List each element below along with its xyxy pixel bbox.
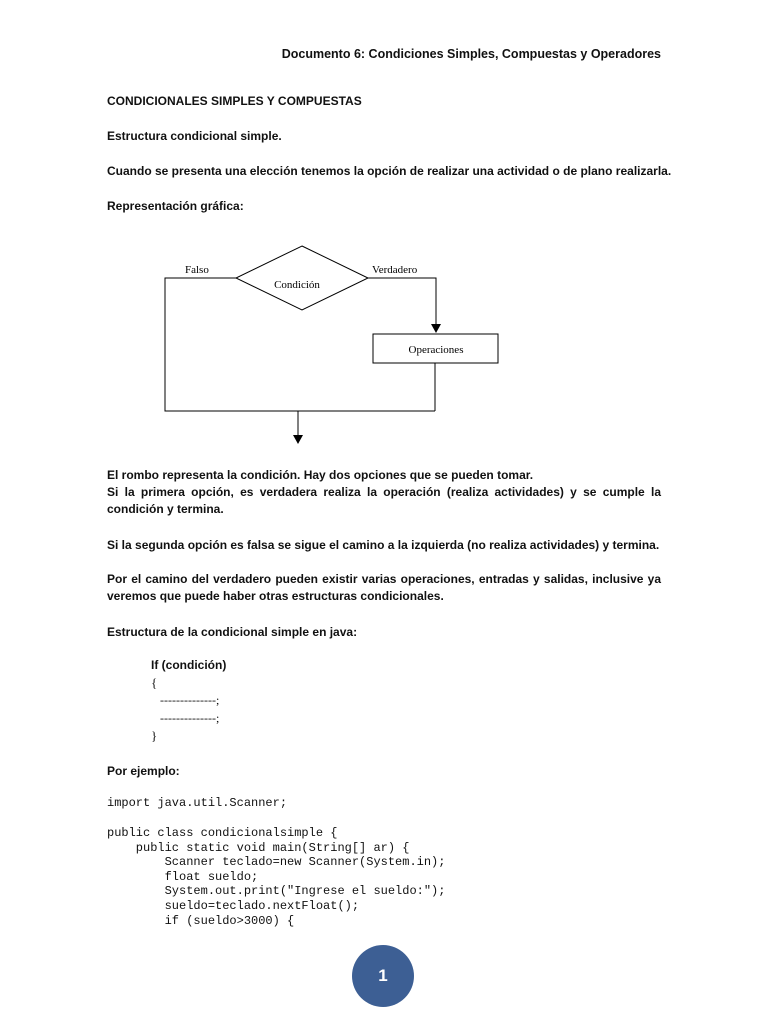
false-label: Falso	[185, 264, 209, 276]
page-number-badge	[352, 945, 414, 1007]
syntax-statement-1: --------------;	[160, 693, 220, 707]
false-path-line	[165, 278, 435, 411]
true-arrow-head	[431, 324, 441, 333]
document-header-title: Documento 6: Condiciones Simples, Compuestas y Operadores	[281, 47, 661, 61]
code-line: public static void main(String[] ar) {	[107, 840, 410, 855]
exit-arrow-head	[293, 435, 303, 444]
code-line: if (sueldo>3000) {	[107, 913, 295, 928]
code-line: Scanner teclado=new Scanner(System.in);	[107, 855, 446, 870]
explanation-paragraph-3: Por el camino del verdadero pueden existir varias operaciones, entradas y salidas, inclusive ya veremos que puede haber otras estructuras condicionales.	[107, 572, 661, 603]
code-block	[107, 826, 445, 928]
syntax-open-brace: {	[151, 675, 158, 690]
flowchart-diagram	[0, 0, 768, 460]
explanation-line-2: Si la primera opción, es verdadera realiza la operación (realiza actividades) y se cumple la condición y termina.	[107, 485, 661, 516]
code-line: float sueldo;	[107, 869, 259, 884]
condition-diamond	[236, 246, 368, 310]
code-line: System.out.print("Ingrese el sueldo:");	[107, 884, 446, 899]
subsection-title: Estructura condicional simple.	[107, 129, 282, 143]
true-path-line	[368, 278, 436, 325]
operations-label: Operaciones	[408, 344, 464, 356]
graph-label: Representación gráfica:	[107, 199, 244, 213]
code-line-import: import java.util.Scanner;	[107, 796, 288, 810]
syntax-if-line: If (condición)	[151, 658, 227, 672]
explanation-paragraph-2: Si la segunda opción es falsa se sigue el camino a la izquierda (no realiza actividades) y termina.	[107, 538, 660, 552]
explanation-line-1: El rombo representa la condición. Hay dos opciones que se pueden tomar.	[107, 468, 534, 482]
intro-paragraph: Cuando se presenta una elección tenemos la opción de realizar una actividad o de plano realizarla.	[107, 164, 672, 178]
explanation-paragraph-1	[107, 467, 661, 518]
code-line: sueldo=teclado.nextFloat();	[107, 898, 360, 913]
page-number: 1	[378, 966, 388, 985]
syntax-statement-2: --------------;	[160, 711, 220, 725]
condition-label: Condición	[274, 279, 320, 291]
section-title: CONDICIONALES SIMPLES Y COMPUESTAS	[107, 94, 362, 108]
true-label: Verdadero	[372, 264, 418, 276]
java-structure-label: Estructura de la condicional simple en java:	[107, 625, 358, 639]
example-label: Por ejemplo:	[107, 764, 180, 778]
syntax-close-brace: }	[151, 728, 158, 743]
code-line: public class condicionalsimple {	[107, 826, 338, 840]
